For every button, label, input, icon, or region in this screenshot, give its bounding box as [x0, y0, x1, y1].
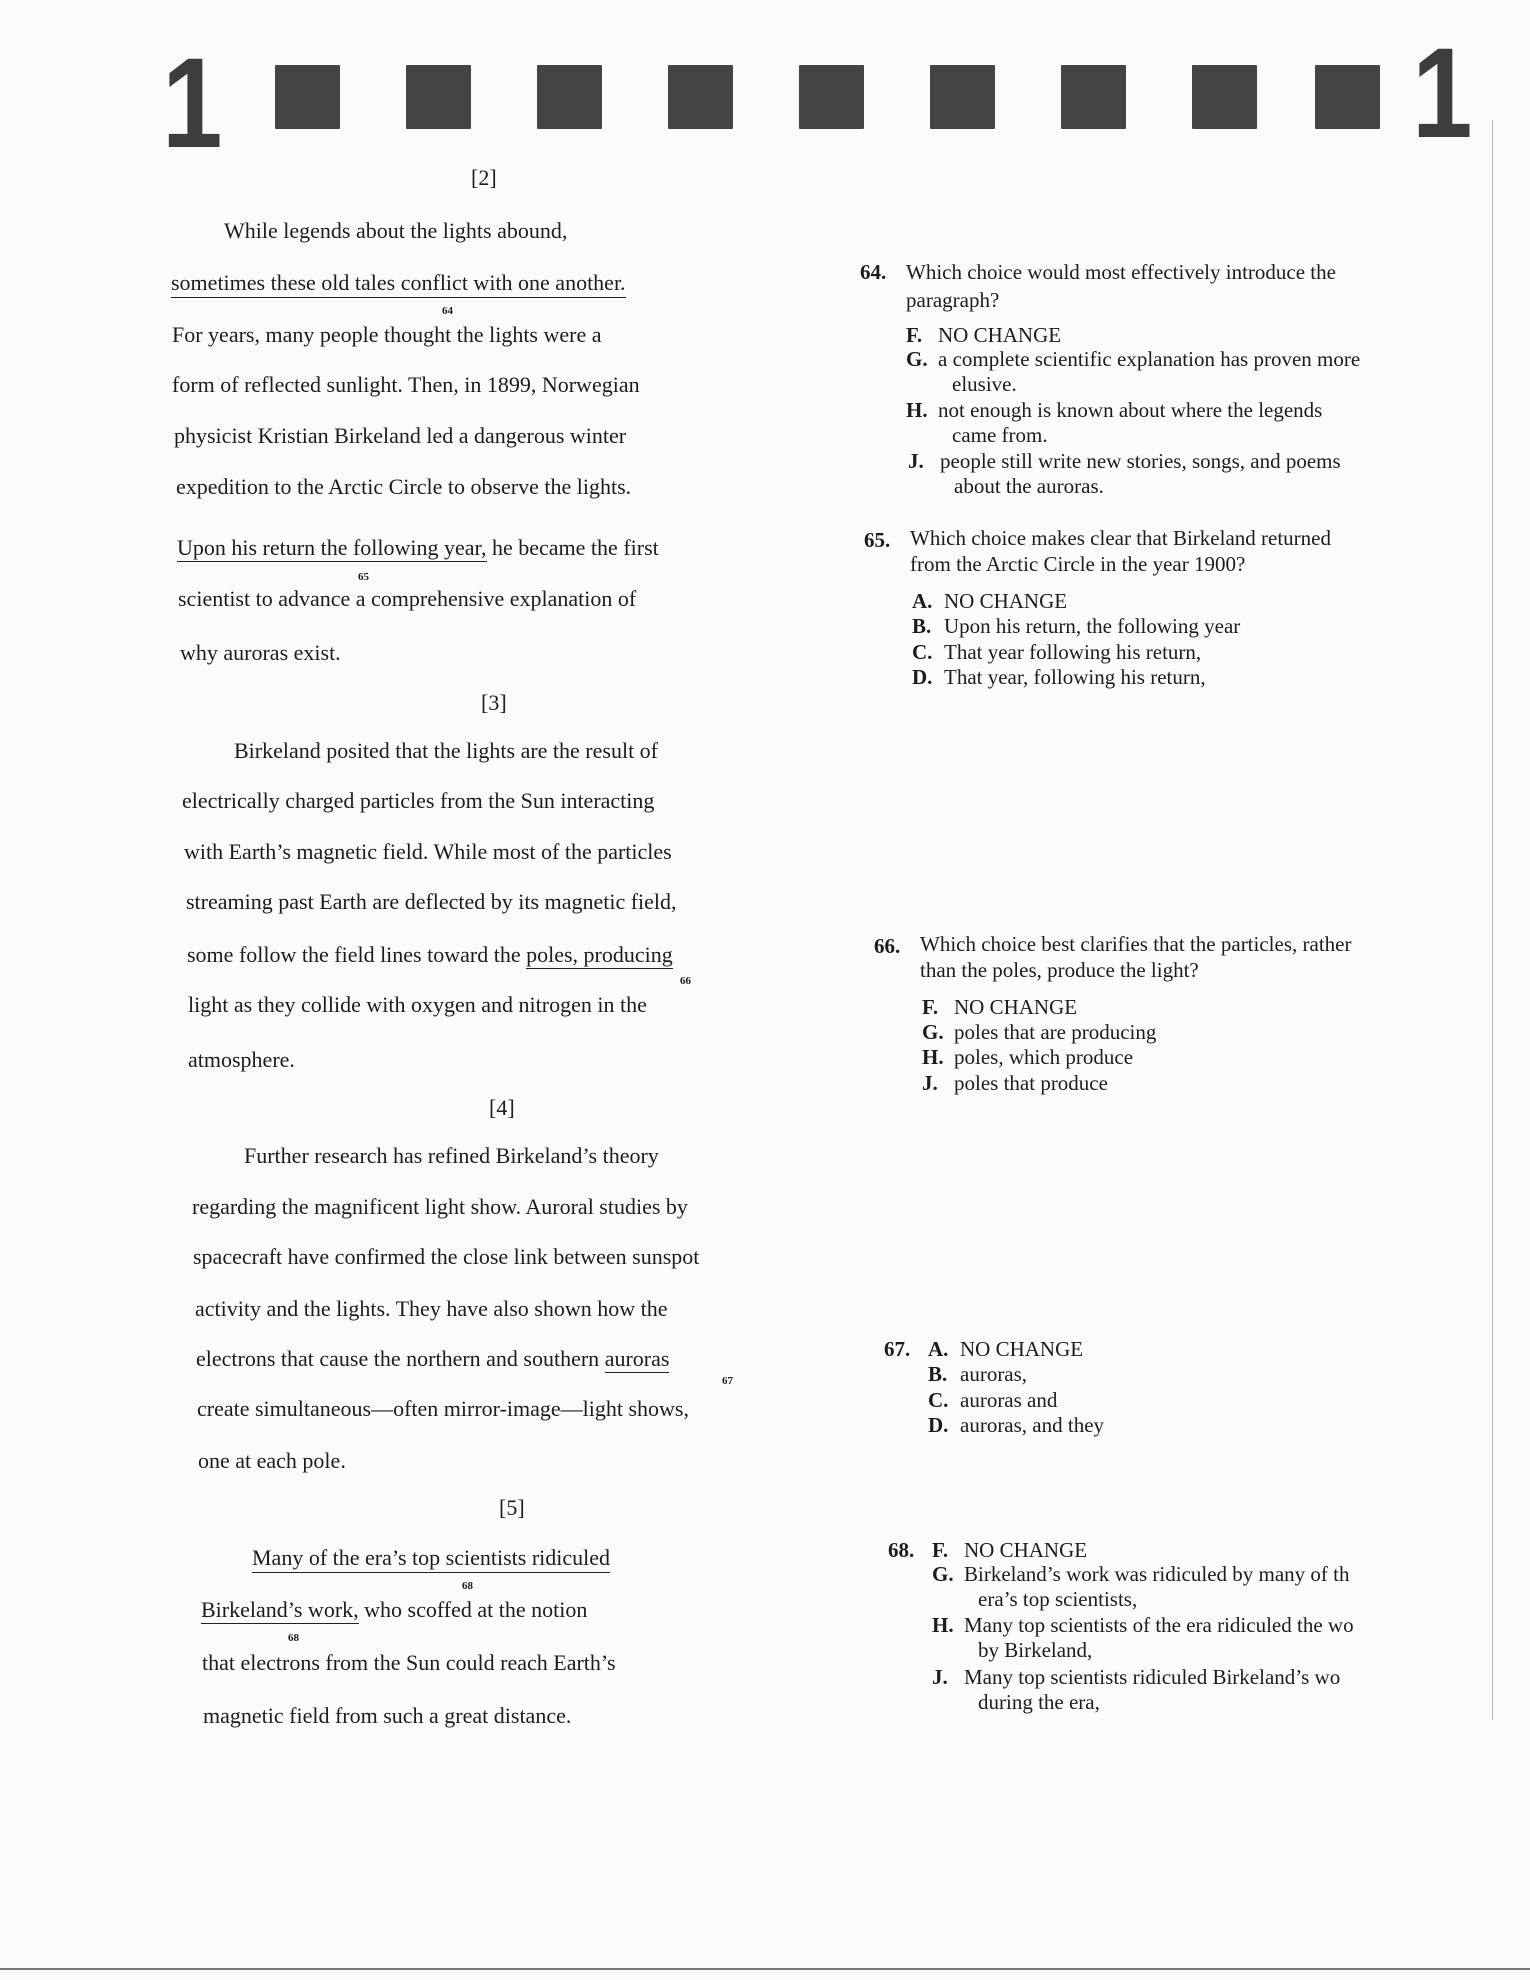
passage-line: atmosphere.	[188, 1047, 295, 1072]
option-text: auroras and	[960, 1388, 1058, 1412]
passage-line	[196, 1346, 669, 1372]
option-letter: G.	[906, 347, 928, 371]
underlined-portion-65[interactable]: Upon his return the following year,	[177, 535, 487, 560]
option-text-continued: during the era,	[978, 1690, 1100, 1714]
underlined-portion-68[interactable]: Birkeland’s work,	[201, 1597, 359, 1622]
question-number: 67.	[884, 1337, 911, 1361]
passage-line: with Earth’s magnetic field. While most of the particles	[184, 839, 672, 864]
question-stem: Which choice would most effectively introduce the	[906, 260, 1336, 284]
option-letter: H.	[906, 398, 928, 422]
passage-line: create simultaneous—often mirror-image—light shows,	[197, 1396, 689, 1421]
passage-text: some follow the field lines toward the	[187, 942, 527, 967]
option-letter: J.	[908, 449, 924, 473]
question-marker-64: 64	[442, 305, 453, 317]
option-letter: C.	[928, 1388, 949, 1412]
page-edge-line	[1492, 120, 1493, 1720]
option-letter: H.	[932, 1613, 954, 1637]
answer-option-c[interactable]	[928, 1388, 1057, 1413]
passage-line: why auroras exist.	[180, 640, 341, 665]
option-text: NO CHANGE	[964, 1538, 1088, 1562]
answer-option-g[interactable]	[932, 1562, 1502, 1587]
question-number: 64.	[860, 260, 887, 284]
option-text: Upon his return, the following year	[944, 614, 1241, 638]
option-text: Many top scientists ridiculed Birkeland’s wo	[964, 1665, 1341, 1689]
passage-line: activity and the lights. They have also shown how the	[195, 1296, 668, 1321]
passage-line: Birkeland posited that the lights are the result of	[234, 738, 659, 763]
option-letter: A.	[928, 1337, 949, 1361]
option-letter: D.	[928, 1413, 949, 1437]
option-letter: H.	[922, 1045, 944, 1069]
option-text: NO CHANGE	[954, 995, 1078, 1019]
option-text-continued: came from.	[952, 423, 1048, 447]
option-letter: G.	[932, 1562, 954, 1586]
option-text: Birkeland’s work was ridiculed by many of th	[964, 1562, 1350, 1586]
paragraph-number: [2]	[471, 165, 497, 190]
question-stem: than the poles, produce the light?	[920, 958, 1199, 982]
answer-option-a[interactable]	[928, 1337, 1083, 1362]
underlined-portion-66[interactable]: poles, producing	[526, 942, 673, 967]
underlined-portion-68[interactable]: Many of the era’s top scientists ridiculed	[252, 1545, 610, 1573]
passage-line	[201, 1597, 587, 1623]
header-block	[537, 65, 602, 129]
question-stem: Which choice best clarifies that the particles, rather	[920, 932, 1352, 956]
option-letter: F.	[922, 995, 939, 1019]
question-marker-67: 67	[722, 1375, 733, 1387]
section-number-right: 1	[1412, 22, 1473, 165]
option-letter: A.	[912, 589, 933, 613]
passage-line: Further research has refined Birkeland’s theory	[244, 1143, 659, 1168]
option-letter: D.	[912, 665, 933, 689]
option-text: poles that are producing	[954, 1020, 1157, 1044]
question-stem: paragraph?	[906, 288, 1000, 312]
header-block	[668, 65, 733, 129]
option-text: a complete scientific explanation has proven more	[938, 347, 1361, 371]
option-text: auroras,	[960, 1362, 1028, 1386]
passage-line	[187, 942, 673, 968]
option-letter: C.	[912, 640, 933, 664]
option-text: poles that produce	[954, 1071, 1108, 1095]
option-text: That year following his return,	[944, 640, 1202, 664]
passage-line: regarding the magnificent light show. Auroral studies by	[192, 1194, 688, 1219]
answer-option-c[interactable]	[912, 640, 1201, 665]
passage-text: who scoffed at the notion	[358, 1597, 588, 1622]
passage-line: form of reflected sunlight. Then, in 1899, Norwegian	[172, 372, 640, 397]
answer-option-j[interactable]	[922, 1071, 1108, 1096]
passage-line: that electrons from the Sun could reach Earth’s	[202, 1650, 616, 1675]
option-letter: F.	[906, 323, 923, 347]
passage-line: one at each pole.	[198, 1448, 346, 1473]
paragraph-number: [5]	[499, 1495, 525, 1520]
passage-line: For years, many people thought the lights were a	[172, 322, 602, 347]
option-letter: G.	[922, 1020, 944, 1044]
header-block	[406, 65, 471, 129]
answer-option-b[interactable]	[912, 614, 1240, 639]
header-block	[1061, 65, 1126, 129]
option-text-continued: about the auroras.	[954, 474, 1104, 498]
passage-line: scientist to advance a comprehensive explanation of	[178, 586, 637, 611]
option-text: auroras, and they	[960, 1413, 1105, 1437]
answer-option-d[interactable]	[912, 665, 1206, 690]
answer-option-a[interactable]	[912, 589, 1067, 614]
paragraph-number: [4]	[489, 1095, 515, 1120]
answer-option-j[interactable]	[932, 1665, 1502, 1690]
answer-option-g[interactable]	[906, 347, 1360, 372]
passage-line: magnetic field from such a great distance.	[203, 1703, 572, 1728]
option-letter: J.	[932, 1665, 948, 1689]
answer-option-j[interactable]	[908, 449, 1341, 474]
header-block	[275, 65, 340, 129]
answer-option-h[interactable]	[932, 1613, 1502, 1638]
underlined-portion-67[interactable]: auroras	[604, 1346, 670, 1371]
passage-text: electrons that cause the northern and southern	[196, 1346, 605, 1371]
question-number: 68.	[888, 1538, 915, 1562]
option-text: poles, which produce	[954, 1045, 1134, 1069]
answer-option-d[interactable]	[928, 1413, 1104, 1438]
option-letter: J.	[922, 1071, 938, 1095]
page-bottom-line	[0, 1968, 1530, 1970]
question-number: 65.	[864, 528, 891, 552]
answer-option-f[interactable]	[932, 1538, 1087, 1563]
option-letter: B.	[928, 1362, 948, 1386]
question-marker-65: 65	[358, 571, 369, 583]
answer-option-g[interactable]	[922, 1020, 1156, 1045]
header-block	[799, 65, 864, 129]
option-text-continued: by Birkeland,	[978, 1638, 1093, 1662]
answer-option-f[interactable]	[922, 995, 1077, 1020]
passage-text: he became the first	[486, 535, 659, 560]
passage-line: streaming past Earth are deflected by its magnetic field,	[186, 889, 677, 914]
option-text-continued: elusive.	[952, 372, 1017, 396]
passage-line: electrically charged particles from the Sun interacting	[182, 788, 655, 813]
passage-line: spacecraft have confirmed the close link between sunspot	[193, 1244, 700, 1269]
option-letter: B.	[912, 614, 932, 638]
question-marker-68: 68	[288, 1632, 299, 1644]
question-marker-66: 66	[680, 975, 691, 987]
passage-line: physicist Kristian Birkeland led a dangerous winter	[174, 423, 627, 448]
passage-line: light as they collide with oxygen and nitrogen in the	[188, 992, 647, 1017]
question-stem: Which choice makes clear that Birkeland returned	[910, 526, 1331, 550]
option-text: people still write new stories, songs, and poems	[940, 449, 1341, 473]
header-block	[1315, 65, 1380, 129]
option-text: NO CHANGE	[960, 1337, 1084, 1361]
option-text: not enough is known about where the legends	[938, 398, 1323, 422]
option-text: Many top scientists of the era ridiculed the wo	[964, 1613, 1354, 1637]
option-text: NO CHANGE	[944, 589, 1068, 613]
option-letter: F.	[932, 1538, 949, 1562]
answer-option-f[interactable]	[906, 323, 1061, 348]
answer-option-b[interactable]	[928, 1362, 1027, 1387]
option-text-continued: era’s top scientists,	[978, 1587, 1138, 1611]
underlined-portion-64[interactable]: sometimes these old tales conflict with one another.	[171, 270, 626, 298]
paragraph-number: [3]	[481, 690, 507, 715]
option-text: That year, following his return,	[944, 665, 1206, 689]
answer-option-h[interactable]	[906, 398, 1322, 423]
header-block	[1192, 65, 1257, 129]
option-text: NO CHANGE	[938, 323, 1062, 347]
question-marker-68: 68	[462, 1580, 473, 1592]
section-number-left: 1	[162, 32, 223, 175]
passage-line: expedition to the Arctic Circle to observe the lights.	[176, 474, 632, 499]
passage-line: While legends about the lights abound,	[224, 218, 568, 243]
question-stem: from the Arctic Circle in the year 1900?	[910, 552, 1246, 576]
header-block	[930, 65, 995, 129]
answer-option-h[interactable]	[922, 1045, 1133, 1070]
passage-line	[177, 535, 659, 561]
question-number: 66.	[874, 934, 901, 958]
